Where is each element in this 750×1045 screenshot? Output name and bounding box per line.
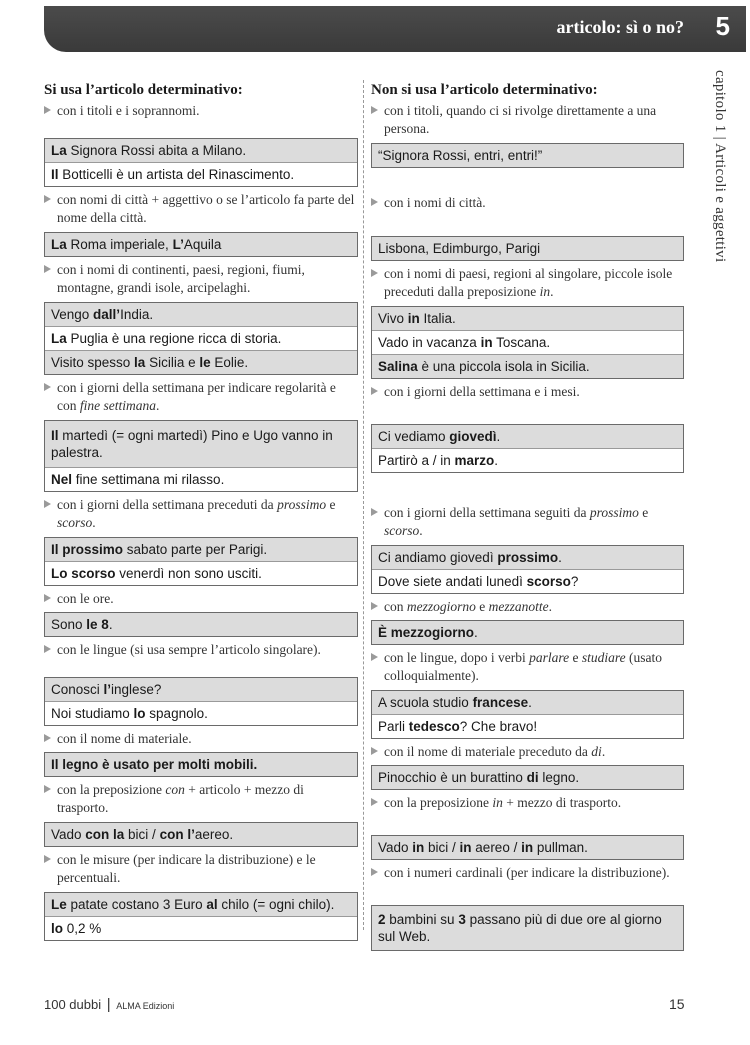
triangle-bullet-icon: [44, 106, 51, 114]
triangle-bullet-icon: [44, 265, 51, 273]
example-line: Lisbona, Edimburgo, Parigi: [372, 237, 683, 260]
rule-item: con i titoli, quando ci si rivolge direttamente a una persona.: [371, 102, 684, 143]
rule-item: con il nome di materiale preceduto da di.: [371, 743, 684, 765]
side-chapter-label: capitolo 1 | Articoli e aggettivi: [712, 70, 728, 263]
example-line: Pinocchio è un burattino di legno.: [372, 766, 683, 789]
example-box: [44, 822, 358, 847]
example-line: Conosci l’inglese?: [45, 678, 357, 701]
example-box: [44, 537, 358, 586]
triangle-bullet-icon: [44, 383, 51, 391]
example-line: Il martedì (= ogni martedì) Pino e Ugo vanno in palestra.: [45, 421, 357, 467]
example-line: Vado in vacanza in Toscana.: [372, 330, 683, 354]
example-box: [44, 138, 358, 187]
example-box: [371, 545, 684, 594]
example-line: Vivo in Italia.: [372, 307, 683, 330]
triangle-bullet-icon: [44, 785, 51, 793]
example-line: Sono le 8.: [45, 613, 357, 636]
triangle-bullet-icon: [44, 645, 51, 653]
example-line: La Signora Rossi abita a Milano.: [45, 139, 357, 162]
right-column-no-article: [371, 80, 684, 951]
example-line: È mezzogiorno.: [372, 621, 683, 644]
triangle-bullet-icon: [371, 106, 378, 114]
example-line: Lo scorso venerdì non sono usciti.: [45, 561, 357, 585]
rule-item: con il nome di materiale.: [44, 730, 358, 752]
example-line: Il prossimo sabato parte per Parigi.: [45, 538, 357, 561]
example-box: [371, 143, 684, 168]
rule-item: con la preposizione in + mezzo di trasporto.: [371, 794, 684, 835]
example-box: [371, 236, 684, 261]
triangle-bullet-icon: [371, 653, 378, 661]
example-box: [371, 765, 684, 790]
page-number: 15: [669, 996, 685, 1012]
example-box: [371, 690, 684, 739]
example-box: [44, 752, 358, 777]
section-number: 5: [715, 11, 730, 41]
rule-item: con mezzogiorno e mezzanotte.: [371, 598, 684, 620]
example-line: Nel fine settimana mi rilasso.: [45, 467, 357, 491]
example-line: Il Botticelli è un artista del Rinascimento.: [45, 162, 357, 186]
example-box: [44, 302, 358, 375]
triangle-bullet-icon: [371, 269, 378, 277]
example-line: Il legno è usato per molti mobili.: [45, 753, 357, 776]
triangle-bullet-icon: [44, 594, 51, 602]
rule-item: con le lingue (si usa sempre l’articolo singolare).: [44, 641, 358, 677]
rule-item: con i nomi di continenti, paesi, regioni, fiumi, montagne, grandi isole, arcipelaghi.: [44, 261, 358, 302]
example-line: Le patate costano 3 Euro al chilo (= ogni chilo).: [45, 893, 357, 916]
triangle-bullet-icon: [371, 602, 378, 610]
example-line: Vengo dall’India.: [45, 303, 357, 326]
rule-item: con nomi di città + aggettivo o se l’articolo fa parte del nome della città.: [44, 191, 358, 232]
example-box: [371, 905, 684, 951]
rule-item: con la preposizione con + articolo + mezzo di trasporto.: [44, 781, 358, 822]
example-line: A scuola studio francese.: [372, 691, 683, 714]
triangle-bullet-icon: [371, 798, 378, 806]
book-title: 100 dubbi: [44, 997, 102, 1012]
triangle-bullet-icon: [371, 868, 378, 876]
rule-item: con i numeri cardinali (per indicare la distribuzione).: [371, 864, 684, 905]
footer-separator: |: [106, 996, 111, 1013]
rule-item: con i giorni della settimana preceduti da prossimo e scorso.: [44, 496, 358, 537]
example-line: Ci vediamo giovedì.: [372, 425, 683, 448]
example-box: [44, 677, 358, 726]
rule-item: con i nomi di paesi, regioni al singolare, piccole isole preceduti dalla preposizione in.: [371, 265, 684, 306]
right-column-heading: Non si usa l’articolo determinativo:: [371, 82, 598, 98]
section-title: articolo: sì o no?: [556, 17, 684, 37]
column-divider: [363, 80, 364, 930]
example-box: [44, 420, 358, 492]
left-column-uses-article: [44, 80, 358, 941]
footer-book-info: [44, 996, 174, 1013]
rule-item: con le lingue, dopo i verbi parlare e studiare (usato colloquialmente).: [371, 649, 684, 690]
example-line: Vado con la bici / con l’aereo.: [45, 823, 357, 846]
example-line: Visito spesso la Sicilia e le Eolie.: [45, 350, 357, 374]
triangle-bullet-icon: [371, 198, 378, 206]
triangle-bullet-icon: [44, 195, 51, 203]
example-line: Vado in bici / in aereo / in pullman.: [372, 836, 683, 859]
example-line: Salina è una piccola isola in Sicilia.: [372, 354, 683, 378]
example-line: Noi studiamo lo spagnolo.: [45, 701, 357, 725]
triangle-bullet-icon: [371, 508, 378, 516]
rule-item: con i giorni della settimana e i mesi.: [371, 383, 684, 424]
example-box: [371, 424, 684, 473]
example-box: [44, 232, 358, 257]
example-box: [44, 892, 358, 941]
triangle-bullet-icon: [371, 387, 378, 395]
example-line: Ci andiamo giovedì prossimo.: [372, 546, 683, 569]
publisher-name: ALMA Edizioni: [116, 1001, 175, 1011]
example-line: 2 bambini su 3 passano più di due ore al giorno sul Web.: [372, 906, 683, 950]
example-line: Partirò a / in marzo.: [372, 448, 683, 472]
chapter-header-bar: [44, 6, 746, 52]
rule-item: con i giorni della settimana seguiti da prossimo e scorso.: [371, 504, 684, 545]
example-line: Parli tedesco? Che bravo!: [372, 714, 683, 738]
triangle-bullet-icon: [371, 747, 378, 755]
triangle-bullet-icon: [44, 855, 51, 863]
rule-item: con le misure (per indicare la distribuzione) e le percentuali.: [44, 851, 358, 892]
triangle-bullet-icon: [44, 500, 51, 508]
left-column-heading: Si usa l’articolo determinativo:: [44, 82, 243, 98]
example-line: “Signora Rossi, entri, entri!”: [372, 144, 683, 167]
example-line: La Puglia è una regione ricca di storia.: [45, 326, 357, 350]
rule-item: con i titoli e i soprannomi.: [44, 102, 358, 138]
rule-item: con i nomi di città.: [371, 168, 684, 236]
example-line: La Roma imperiale, L’Aquila: [45, 233, 357, 256]
triangle-bullet-icon: [44, 734, 51, 742]
rule-item: con le ore.: [44, 590, 358, 612]
example-box: [44, 612, 358, 637]
example-box: [371, 835, 684, 860]
example-line: lo 0,2 %: [45, 916, 357, 940]
example-line: Dove siete andati lunedì scorso?: [372, 569, 683, 593]
rule-item: con i giorni della settimana per indicare regolarità e con fine settimana.: [44, 379, 358, 420]
example-box: [371, 620, 684, 645]
example-box: [371, 306, 684, 379]
